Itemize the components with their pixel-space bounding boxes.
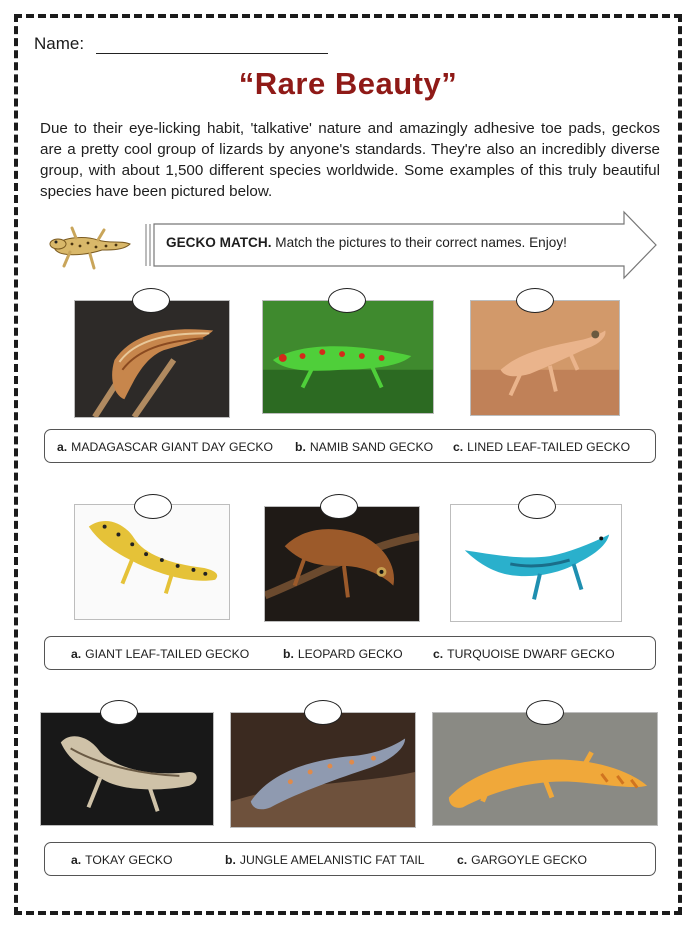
answer-bubble[interactable] — [100, 700, 138, 725]
gecko-photo-gargoyle — [40, 712, 214, 826]
worksheet-page — [14, 14, 682, 915]
name-row — [34, 34, 328, 54]
option-b[interactable]: b. NAMIB SAND GECKO — [295, 440, 434, 454]
option-c[interactable]: c. LINED LEAF-TAILED GECKO — [453, 440, 631, 454]
intro-paragraph: Due to their eye-licking habit, 'talkative' nature and amazingly adhesive toe pads, geckos are a pretty cool group of lizards by anyone's standards. They're also an incredibly diverse group, with about 1,500 different species worldwide. Some examples of this truly beautiful species have been pictured below. — [40, 120, 660, 200]
gecko-photo-jungle-amelanistic-fat-tail — [432, 712, 658, 826]
option-b[interactable]: b. LEOPARD GECKO — [283, 647, 403, 661]
answer-bubble[interactable] — [328, 288, 366, 313]
leopard-gecko-icon — [46, 216, 136, 276]
name-label: Name: — [34, 34, 85, 53]
option-c[interactable]: c. GARGOYLE GECKO — [457, 853, 587, 867]
option-b[interactable]: b. JUNGLE AMELANISTIC FAT TAIL — [225, 853, 425, 867]
option-a[interactable]: a. MADAGASCAR GIANT DAY GECKO — [57, 440, 273, 454]
gecko-photo-leopard — [74, 504, 230, 620]
banner-text — [166, 235, 567, 250]
gecko-photo-turquoise-dwarf — [450, 504, 622, 622]
answer-bubble[interactable] — [518, 494, 556, 519]
option-a[interactable]: a. GIANT LEAF-TAILED GECKO — [71, 647, 250, 661]
name-blank-line[interactable] — [96, 36, 328, 54]
answer-bubble[interactable] — [516, 288, 554, 313]
answer-bubble[interactable] — [320, 494, 358, 519]
answer-bubble[interactable] — [526, 700, 564, 725]
gecko-photo-giant-leaf-tailed — [264, 506, 420, 622]
gecko-match-banner — [142, 210, 662, 280]
options-bar-row-2 — [44, 636, 656, 670]
answer-bubble[interactable] — [134, 494, 172, 519]
answer-bubble[interactable] — [304, 700, 342, 725]
gecko-photo-namib-sand — [470, 300, 620, 416]
answer-bubble[interactable] — [132, 288, 170, 313]
option-c[interactable]: c. TURQUOISE DWARF GECKO — [433, 647, 615, 661]
gecko-photo-madagascar-day — [262, 300, 434, 414]
option-a[interactable]: a. TOKAY GECKO — [71, 853, 173, 867]
banner-instruction: Match the pictures to their correct names. Enjoy! — [271, 235, 567, 250]
options-bar-row-3 — [44, 842, 656, 876]
options-bar-row-1 — [44, 429, 656, 463]
gecko-photo-tokay — [230, 712, 416, 828]
page-title: “Rare Beauty” — [238, 66, 458, 101]
banner-heading: GECKO MATCH. — [166, 235, 272, 250]
gecko-photo-lined-leaf-tailed — [74, 300, 230, 418]
